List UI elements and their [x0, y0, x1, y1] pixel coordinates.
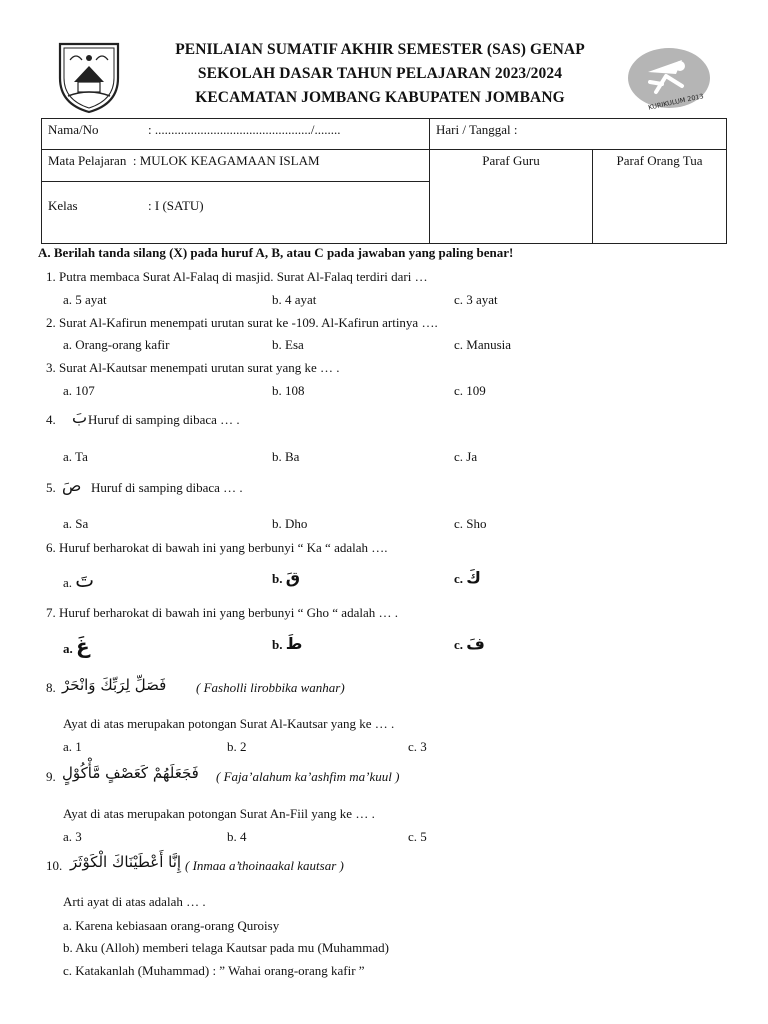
instruction-text: A. Berilah tanda silang (X) pada huruf A, B, atau C pada jawaban yang paling benar!: [38, 245, 514, 260]
q7-option-a-letter: a.: [63, 641, 73, 656]
q10-option-c[interactable]: c. Katakanlah (Muhammad) : ” Wahai orang-orang kafir ”: [63, 963, 365, 978]
question-7-text: 7. Huruf berharokat di bawah ini yang berbunyi “ Gho “ adalah … .: [46, 605, 398, 620]
paraf-guru-label: Paraf Guru: [482, 153, 540, 168]
q2-option-a[interactable]: a. Orang-orang kafir: [63, 337, 170, 352]
question-10-latin: ( Inmaa a’thoinaakal kautsar ): [185, 858, 344, 873]
question-3-text: 3. Surat Al-Kautsar menempati urutan surat yang ke … .: [46, 360, 340, 375]
kelas-cell: [42, 182, 430, 244]
mapel-label: Mata Pelajaran: [48, 153, 127, 168]
question-10-text: Arti ayat di atas adalah … .: [63, 894, 206, 909]
q5-option-a[interactable]: a. Sa: [63, 516, 89, 531]
q8-option-a[interactable]: a. 1: [63, 739, 82, 754]
header-line-3: KECAMATAN JOMBANG KABUPATEN JOMBANG: [195, 89, 565, 106]
q7-option-c[interactable]: [454, 634, 485, 653]
q5-option-c[interactable]: c. Sho: [454, 516, 487, 531]
q7-option-c-arabic: فَ: [466, 634, 485, 653]
header-line-2: SEKOLAH DASAR TAHUN PELAJARAN 2023/2024: [197, 65, 563, 82]
exam-header: [130, 38, 630, 110]
question-8-arabic: فَصَلِّ لِرَبِّكَ وَانْحَرْ: [62, 676, 167, 694]
q9-option-b[interactable]: b. 4: [227, 829, 247, 844]
paraf-ortu-label: Paraf Orang Tua: [616, 153, 703, 168]
q2-option-c[interactable]: c. Manusia: [454, 337, 512, 352]
q8-option-b[interactable]: b. 2: [227, 739, 247, 754]
q1-option-c[interactable]: c. 3 ayat: [454, 292, 498, 307]
question-5-number: 5.: [46, 480, 56, 495]
q7-option-a-arabic: غَ: [76, 634, 90, 658]
mapel-cell: [42, 150, 430, 182]
q3-option-b[interactable]: b. 108: [272, 383, 305, 398]
q8-option-c[interactable]: c. 3: [408, 739, 427, 754]
mapel-value: : MULOK KEAGAMAAN ISLAM: [132, 153, 320, 168]
question-10-number: 10.: [46, 858, 63, 873]
question-9-number: 9.: [46, 769, 56, 784]
nama-label: Nama/No: [48, 122, 99, 137]
question-9-arabic: فَجَعَلَهُمْ كَعَصْفٍ مَّأْكُوْلٍ: [62, 764, 199, 782]
q6-option-b-arabic: قَ: [285, 568, 301, 587]
q6-option-a[interactable]: [63, 568, 94, 592]
hari-tanggal-label: Hari / Tanggal :: [436, 122, 518, 137]
nama-value: : ................................................/........: [148, 122, 341, 137]
kelas-label: Kelas: [48, 198, 78, 213]
q9-option-a[interactable]: a. 3: [63, 829, 82, 844]
q1-option-a[interactable]: a. 5 ayat: [63, 292, 107, 307]
q6-option-c-letter: c.: [454, 571, 464, 586]
q6-option-a-arabic: تَ: [75, 568, 95, 592]
question-2-text: 2. Surat Al-Kafirun menempati urutan surat ke -109. Al-Kafirun artinya ….: [46, 315, 438, 330]
q4-option-c[interactable]: c. Ja: [454, 449, 478, 464]
kurikulum-2013-logo: [626, 46, 712, 114]
q10-option-a[interactable]: a. Karena kebiasaan orang-orang Quroisy: [63, 918, 280, 933]
header-line-1: PENILAIAN SUMATIF AKHIR SEMESTER (SAS) GENAP: [175, 41, 585, 58]
q4-option-a[interactable]: a. Ta: [63, 449, 88, 464]
student-info-table: [41, 118, 727, 244]
q6-option-b-letter: b.: [272, 571, 283, 586]
q6-option-b[interactable]: [272, 568, 300, 587]
q7-option-c-letter: c.: [454, 637, 464, 652]
question-5-text: Huruf di samping dibaca … .: [91, 480, 243, 495]
paraf-ortu-cell[interactable]: [593, 150, 727, 244]
q7-option-b[interactable]: [272, 634, 302, 653]
q7-option-b-arabic: طَ: [285, 634, 303, 653]
q3-option-a[interactable]: a. 107: [63, 383, 95, 398]
nama-cell[interactable]: [42, 119, 430, 150]
q1-option-b[interactable]: b. 4 ayat: [272, 292, 317, 307]
question-4-number: 4.: [46, 412, 56, 427]
question-10-arabic: إِنَّا أَعْطَيْنَاكَ الْكَوْثَرَ: [70, 853, 182, 871]
q10-option-b[interactable]: b. Aku (Alloh) memberi telaga Kautsar pada mu (Muhammad): [63, 940, 389, 955]
question-6-text: 6. Huruf berharokat di bawah ini yang berbunyi “ Ka “ adalah ….: [46, 540, 388, 555]
question-8-text: Ayat di atas merupakan potongan Surat Al-Kautsar yang ke … .: [63, 716, 395, 731]
question-4-arabic: بَ: [72, 408, 88, 427]
kelas-value: : I (SATU): [148, 198, 204, 213]
question-1-text: 1. Putra membaca Surat Al-Falaq di masjid. Surat Al-Falaq terdiri dari …: [46, 269, 428, 284]
question-8-number: 8.: [46, 680, 56, 695]
q6-option-a-letter: a.: [63, 575, 73, 590]
kurikulum-logo-text: KURIKULUM 2013: [647, 92, 705, 112]
question-8-latin: ( Fasholli lirobbika wanhar): [196, 680, 345, 695]
paraf-guru-cell[interactable]: [430, 150, 593, 244]
question-5-arabic: صَ: [62, 476, 82, 495]
q7-option-a[interactable]: [63, 634, 90, 658]
q2-option-b[interactable]: b. Esa: [272, 337, 304, 352]
q5-option-b[interactable]: b. Dho: [272, 516, 308, 531]
question-4-text: Huruf di samping dibaca … .: [88, 412, 240, 427]
q3-option-c[interactable]: c. 109: [454, 383, 486, 398]
q4-option-b[interactable]: b. Ba: [272, 449, 300, 464]
district-emblem-logo: [50, 38, 128, 116]
q6-option-c[interactable]: [454, 568, 481, 587]
question-9-text: Ayat di atas merupakan potongan Surat An-Fiil yang ke … .: [63, 806, 375, 821]
q6-option-c-arabic: كَ: [466, 568, 481, 587]
question-9-latin: ( Faja’alahum ka’ashfim ma’kuul ): [216, 769, 400, 784]
hari-tanggal-cell[interactable]: [430, 119, 727, 150]
q7-option-b-letter: b.: [272, 637, 283, 652]
q9-option-c[interactable]: c. 5: [408, 829, 427, 844]
